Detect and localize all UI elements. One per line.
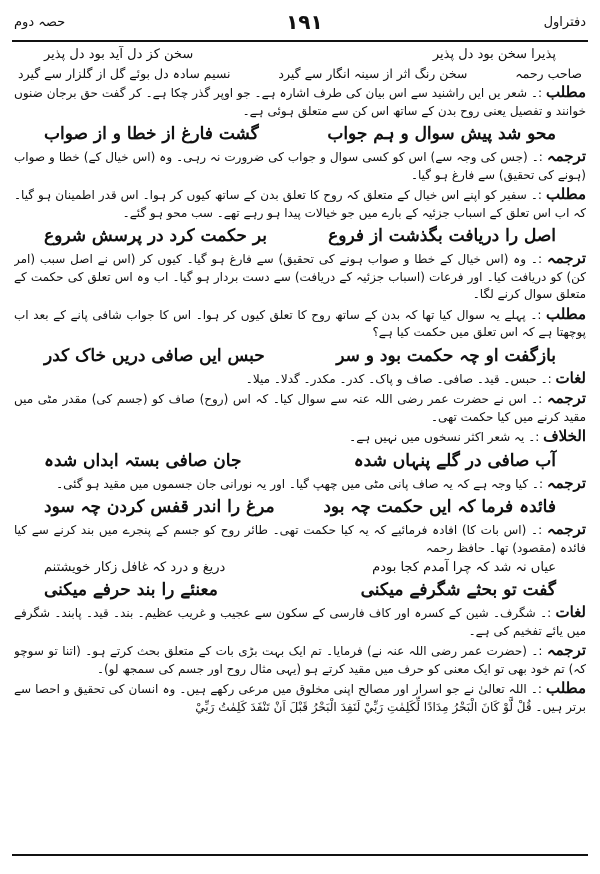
verse-second-hemistich: بر حکمت کرد در پرسش شروع: [44, 226, 267, 246]
paragraph-text: شعر یں ایں راشنید سے اس بیان کی طرف اشارہ ہے۔ جو اوپر گذر چکا ہے۔ کر گفت حق برجان ضنوں خوانند و تفصیل یعنی روح بدن کے ساتھ اس کن سے متعلق ہوئی ہے۔: [14, 86, 586, 118]
commentary-paragraph: [14, 428, 586, 447]
page-header: [14, 6, 586, 38]
verse-first-hemistich: گفت تو بحثے شگرفے میکنی: [360, 580, 556, 600]
commentary-paragraph: [14, 521, 586, 557]
page-number: ۱۹۱: [286, 10, 323, 34]
paragraph-text: سفیر کو اپنے اس خیال کے متعلق کہ روح کا تعلق بدن کے ساتھ کیوں کر ہوا۔ اس قدر اطمینان ہو گیا۔ کہ اب اس تعلق کے اسباب جزئیہ کے بارے میں جو خیالات پیدا ہو رہے تھے۔ سب محو ہو گئے۔: [14, 188, 586, 220]
commentary-paragraph: [14, 475, 586, 494]
commentary-paragraph: [14, 148, 586, 184]
book-part-title: دفتراول: [543, 14, 586, 30]
section-label: الخلاف: [543, 427, 586, 445]
commentary-paragraph: [14, 680, 586, 716]
label-separator: :۔: [524, 430, 544, 444]
label-separator: :۔: [526, 252, 547, 266]
label-separator: :۔: [527, 150, 547, 164]
section-label: ترجمہ: [546, 249, 586, 267]
verse-first-hemistich: آب صافی در گلے پنہاں شدہ: [353, 450, 556, 471]
section-label: ترجمہ: [546, 147, 586, 165]
label-separator: :۔: [526, 188, 546, 202]
label-separator: :۔: [526, 392, 547, 406]
label-separator: :۔: [526, 682, 546, 696]
section-label: لغات: [555, 603, 586, 621]
verse-second-hemistich: دریغ و درد کہ غافل زکار خویشتنم: [44, 560, 226, 575]
verse-second-hemistich: سخن کز دل آید بود دل پذیر: [44, 47, 194, 62]
section-label: مطلب: [545, 679, 586, 697]
paragraph-text: شگرف۔ شین کے کسرہ اور کاف فارسی کے سکون سے عجیب و غریب عظیم۔ بند۔ قید۔ پابند۔ شگرفے میں یائے تفخیم کی ہے۔: [14, 606, 586, 638]
paragraph-text: کیا وجہ ہے کہ یہ صاف پانی مٹی میں چھپ گیا۔ اور یہ نورانی جان جسموں میں مقید ہو گئی۔: [56, 476, 529, 491]
verse-first-hemistich: پذیرا سخن بود دل پذیر: [432, 47, 556, 62]
verse-second-hemistich: گشت فارغ از خطا و از صواب: [44, 124, 259, 144]
verse-couplet: [14, 495, 586, 519]
commentary-paragraph: [14, 186, 586, 222]
paragraph-text: (حضرت عمر رضی اللہ عنہ نے) فرمایا۔ تم ایک بہت بڑی بات کے متعلق بحث کرتے ہو۔ (اتنا تو سوچو کہ) تم خود بھی تو ایک معنی کو حرف میں مقید کرتے ہو (یہی مثال روح اور جسم کی سمجھ لو)۔: [14, 644, 586, 676]
commentary-paragraph: [14, 390, 586, 426]
verse-first-hemistich: فائدہ فرما کہ ایں حکمت چہ بود: [323, 497, 556, 517]
verse-couplet: [14, 559, 586, 576]
section-label: ترجمہ: [546, 641, 586, 659]
section-label: مطلب: [545, 83, 586, 101]
verse-first-hemistich: بازگفت او چہ حکمت بود و سر: [336, 345, 556, 366]
paragraph-text: حبس۔ قید۔ صافی۔ صاف و پاک۔ کدر۔ مکدر۔ گدلا۔ میلا۔: [245, 371, 537, 386]
quote-attribution: صاحب رحمہ: [515, 66, 582, 81]
commentary-paragraph: [14, 370, 586, 389]
footer-divider: [12, 854, 588, 856]
commentary-paragraph: [14, 250, 586, 304]
paragraph-text: یہ شعر اکثر نسخوں میں نہیں ہے۔: [349, 430, 525, 444]
paragraph-text: اس نے حضرت عمر رضی اللہ عنہ سے سوال کیا۔ کہ اس (روح) صاف کو (جسم کی) مقدر مٹی میں مقید کرنے میں کیا حکمت تھی۔: [14, 392, 586, 424]
section-label: مطلب: [545, 304, 586, 323]
section-label: ترجمہ: [546, 473, 586, 492]
commentary-paragraph: [14, 642, 586, 678]
label-separator: :۔: [526, 644, 547, 658]
verse-couplet: [14, 224, 586, 248]
page-body: [14, 46, 586, 848]
verse-couplet: [14, 344, 586, 368]
verse-couplet: [14, 46, 586, 63]
header-divider: [12, 40, 588, 42]
verse-second-hemistich: جان صافی بستہ ابداں شدہ: [44, 450, 242, 471]
commentary-paragraph: [14, 604, 586, 640]
verse-first-hemistich: سخن رنگ اثر از سینہ انگار سے گیرد: [278, 66, 468, 81]
verse-first-hemistich: اصل را دریافت بگذشت از فروع: [328, 226, 556, 246]
verse-second-hemistich: معنئے را بند حرفے میکنی: [44, 580, 218, 600]
verse-second-hemistich: حبس ایں صافی دریں خاک کدر: [44, 345, 265, 366]
verse-couplet: [14, 578, 586, 602]
paragraph-text: وہ (اس خیال کے خطا و صواب ہونے کی تحقیق) سے فارغ ہو گیا۔ کیوں کر (اس نے اصل سبب (امر کن) کو دریافت کیا۔ اور فرعات (اسباب جزئیہ کے دریافت) سے دست بردار ہو گیا۔ اب وہ اس تعلق کی حکمت کے متعلق سوال کرنے لگا۔: [14, 252, 586, 301]
verse-second-hemistich: مرغ را اندر قفس کردن چہ سود: [44, 497, 275, 517]
paragraph-text: اللہ تعالیٰ نے جو اسرار اور مصالح اپنی مخلوق میں مرعی رکھے ہیں۔ وہ انسان کی تحقیق و احصا سے برتر ہیں۔ قُلْ لَّوْ كَانَ الْبَحْرُ مِدَادًا لِّكَلِمٰتِ رَبِّيْ لَنَفِدَ الْبَحْرُ قَبْلَ اَنْ تَنْفَدَ كَلِمٰتُ رَبِّيْ: [14, 682, 586, 714]
label-separator: :۔: [527, 86, 546, 100]
verse-second-hemistich: نسیم سادہ دل بوئے گل از گلزار سے گیرد: [18, 66, 231, 81]
section-label: مطلب: [545, 185, 586, 203]
verse-couplet: [14, 122, 586, 146]
label-separator: :۔: [525, 307, 546, 322]
quoted-verse-row: [14, 65, 586, 82]
paragraph-text: پہلے یہ سوال کیا تھا کہ بدن کے ساتھ روح کا تعلق کیوں کر ہوا۔ اس کا جواب شافی پانے کے بعد اب پوچھتا ہے کہ اس تعلق میں حکمت کیا ہے؟: [14, 307, 586, 339]
section-label: ترجمہ: [546, 389, 586, 407]
label-separator: :۔: [526, 523, 547, 537]
paragraph-text: (اس بات کا) افادہ فرمائیے کہ یہ کیا حکمت تھی۔ طائر روح کو جسم کے پنجرے میں بند کرنے سے کیا فائدہ (مقصود) تھا۔ حافظ رحمہ: [14, 523, 586, 555]
label-separator: :۔: [535, 606, 556, 620]
verse-first-hemistich: عیاں نہ شد کہ چرا آمدم کجا بودم: [372, 560, 556, 575]
commentary-paragraph: [14, 306, 586, 342]
volume-section-title: حصہ دوم: [14, 14, 66, 30]
label-separator: :۔: [528, 476, 547, 491]
commentary-paragraph: [14, 84, 586, 120]
paragraph-text: (جس کی وجہ سے) اس کو کسی سوال و جواب کی ضرورت نہ رہی۔ وہ (اس خیال کے) خطا و صواب (ہونے کی تحقیق) سے فارغ ہو گیا۔: [14, 150, 586, 182]
section-label: ترجمہ: [546, 520, 586, 538]
section-label: لغات: [555, 368, 586, 387]
verse-first-hemistich: محو شد پیش سوال و ہم جواب: [327, 124, 556, 144]
verse-couplet: [14, 449, 586, 473]
label-separator: :۔: [536, 371, 556, 386]
